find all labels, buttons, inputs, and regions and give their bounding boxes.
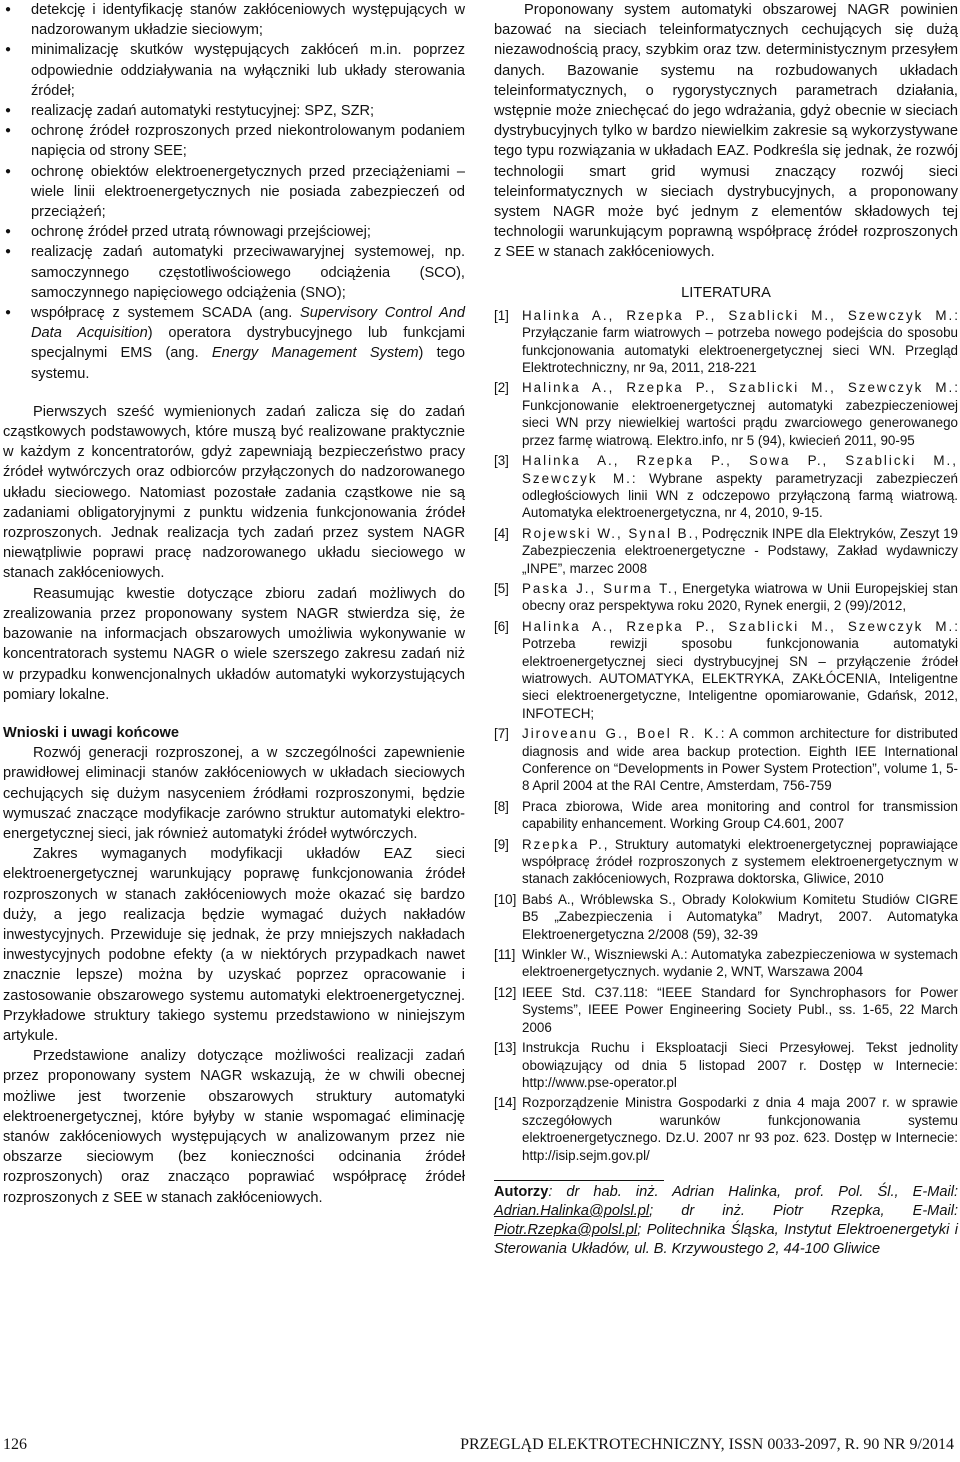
reference-item [494,452,958,522]
task-list [3,0,465,384]
section-heading: Wnioski i uwagi końcowe [3,724,179,741]
paragraph: Rozwój generacji rozproszonej, a w szczególności zapewnienie prawidłowej eliminacji stanów zakłóceniowych w układach sieciowych cechujących się dużym nasyceniem źródłami rozproszonymi, będzie wymuszać znaczące modyfikacje zarówno struktur automatyki elektro-energetycznej sieci, jak również automatyki źródeł wytwórczych. [3,745,465,842]
reference-item [494,580,958,615]
reference-text: , Energetyka wiatrowa w Unii Europejskiej stan obecny oraz perspektywa roku 2020, Rynek energii, 2 (99)/2012, [522,580,958,614]
reference-body [522,379,958,449]
email-link[interactable]: Adrian.Halinka@polsl.pl [494,1202,650,1219]
authors-rule [494,1180,664,1181]
reference-body [522,618,958,722]
reference-item [494,891,958,943]
list-item: ● ochronę źródeł rozproszonych przed niekontrolowanym podaniem napięcia od strony SEE; [3,121,465,161]
reference-body [522,580,958,615]
reference-body [522,984,958,1036]
reference-item [494,725,958,795]
reference-number: [6] [494,618,509,634]
reference-item [494,379,958,449]
text-run: ) operatora dystrybucyjnego lub funkcjami specjalnymi EMS (ang. [31,325,466,362]
reference-number: [13] [494,1040,517,1056]
reference-authors: Jiroveanu G., Boel R. K. [522,726,721,742]
text-run-italic: ; dr inż. Piotr Rzepka, E-Mail: [649,1202,958,1219]
references-heading: LITERATURA [681,284,771,301]
references-list [494,307,958,1164]
reference-authors: Halinka A., Rzepka P., Szablicki M., Szewczyk M. [522,307,955,323]
reference-item [494,798,958,833]
reference-body [522,1094,958,1164]
left-column [3,0,465,1208]
reference-authors: Rojewski W., Synal B. [522,525,695,541]
reference-number: [11] [494,947,516,963]
reference-number: [7] [494,726,509,742]
reference-number: [1] [494,307,509,323]
paragraph: Przedstawione analizy dotyczące możliwości realizacji zadań przez proponowany system NAGR wskazują, że w chwili obecnej możliwe jest tworzenie obszarowych struktury automatyki elektroenergetycznej, które byłyby w stanie wspomagać eliminację stanów zakłóceniowych występujących w analizowanym przez nie obszarze sieciowym (bez konieczności odcinania źródeł rozproszonych) oraz znacząco poprawiać współpracę źródeł rozproszonych z SEE w stanach zakłóceniowych. [3,1048,465,1206]
reference-number: [14] [494,1095,517,1111]
reference-text: : Funkcjonowanie elektroenergetycznej automatyki zabezpieczeniowej sieci WN przy niewielkiej wartości prądu zwarciowego generowanego przez farmę wiatrową. Elektro.info, nr 5 (94), kwiecień 2011, 90-95 [522,380,958,448]
list-item: ● ochronę obiektów elektroenergetycznych przed przeciążeniami – wiele linii elektroenergetycznych nie posiada zabezpieczeń od przeciążeń; [3,162,465,223]
list-item: ● realizację zadań automatyki przeciwawaryjnej systemowej, np. samoczynnego częstotliwościowego odciążenia (SCO), samoczynnego napięciowego odciążenia (SNO); [3,242,465,303]
list-item [3,303,465,384]
reference-body [522,798,958,833]
reference-text: : Przyłączanie farm wiatrowych – potrzeba nowego podejścia do sposobu funkcjonowania automatyki elektroenergetycznej sieci WN. Przegląd Elektrotechniczny, nr 9a, 2011, 218-221 [522,307,958,376]
reference-body [522,307,958,377]
paragraph: Pierwszych sześć wymienionych zadań zalicza się do zadań cząstkowych podstawowych, które muszą być realizowane praktycznie w każdym z koncentratorów, gdyż zapewniają bezpieczeństwo pracy źródeł wytwórczych oraz odbiorców przyłączonych do nadzorowanego układu sieciowego. Natomiast pozostałe zadania cząstkowe nie są zadaniami obligatoryjnymi z punktu widzenia funkcjonowania źródeł rozproszonych. Jednak realizacja tych zadań przez system NAGR niewątpliwie poprawi pracę nadzorowanego układu sieciowego w stanach zakłóceniowych. [3,403,465,582]
reference-text: : A common architecture for distributed diagnosis and wide area backup protection. Eighth IEE International Conference on “Developments in Power System Protection”, volume 1, 5-8 April 2004 at the RAI Centre, Amsterdam, 756-759 [522,726,958,794]
reference-text: Instrukcja Ruchu i Eksploatacji Sieci Przesyłowej. Tekst jednolity obowiązujący od dnia 5 listopad 2007 r. Dostęp w Internecie: http://www.pse-operator.pl [522,1040,958,1090]
reference-authors: Halinka A., Rzepka P., Sowa P., Szablicki M., Szewczyk M. [522,453,958,486]
reference-body [522,525,958,577]
reference-text: : Wybrane aspekty parametryzacji zabezpieczeń odległościowych linii WN z odczepowo przyłączoną farmą wiatrową. Automatyka elektroenergetyczna, nr 4, 2010, 9-15. [522,470,959,521]
reference-text: Praca zbiorowa, Wide area monitoring and control for transmission capability enhancement. Working Group C4.601, 2007 [522,798,958,832]
reference-number: [12] [494,984,517,1000]
reference-item [494,1039,958,1091]
reference-item [494,618,958,722]
reference-number: [2] [494,380,509,396]
reference-number: [9] [494,836,509,852]
paragraph: Zakres wymaganych modyfikacji układów EAZ sieci elektroenergetycznej warunkujący poprawę funkcjonowania źródeł rozproszonych w stanach zakłóceniowych może okazać się bardzo duży, a jego realizacja będzie wymagać dużych nakładów inwestycyjnych. Przewiduje się jednak, że przy mniejszych nakładach inwestycyjnych podobne efekty (a w niektórych przypadkach nawet znacznie lepsze) można by uzyskać poprzez opracowanie i zastosowanie obszarowego systemu automatyki elektroenergetycznej. Przykładowe struktury takiego systemu przedstawiono w niniejszym artykule. [3,846,465,1044]
page-number: 126 [3,1436,27,1453]
reference-text: Winkler W., Wiszniewski A.: Automatyka zabezpieczeniowa w systemach elektroenergetycznych. wydanie 2, WNT, Warszawa 2004 [522,947,958,980]
reference-text: , Podręcznik INPE dla Elektryków, Zeszyt 19 Zabezpieczenia elektroenergetyczne - Podstawy, Zakład wydawniczy „INPE”, marzec 2008 [522,525,959,576]
text-run-italic: Supervisory Control And Data Acquisition [31,305,465,342]
authors-label: Autorzy [494,1183,549,1200]
list-item: ● minimalizację skutków występujących zakłóceń m.in. poprzez odpowiednie oddziaływania na wyłączniki lub układy sterowania źródeł; [3,40,465,101]
journal-footer: PRZEGLĄD ELEKTROTECHNICZNY, ISSN 0033-2097, R. 90 NR 9/2014 [460,1436,954,1453]
reference-item [494,1094,958,1164]
reference-number: [5] [494,580,509,596]
text-run: ) tego systemu. [31,345,466,382]
reference-authors: Halinka A., Rzepka P., Szablicki M., Szewczyk M. [522,380,955,396]
reference-text: : Potrzeba rewizji sposobu funkcjonowania automatyki elektroenergetycznej sieci dystrybucyjnej SN – przyłączenie źródeł wiatrowych. AUTOMATYKA, ELEKTRYKA, ZAKŁÓCENIA, Inteligentne sieci elektroenergetyczne, Inteligentne opomiarowanie, Gdańsk, 2012, INFOTECH; [522,618,958,721]
reference-text: , Struktury automatyki elektroenergetycznej poprawiające współpracę źródeł rozproszonych z systemem elektroenergetycznym w stanach zakłóceniowych, Rozprawa doktorska, Gliwice, 2010 [522,836,958,887]
reference-item [494,836,958,888]
reference-body [522,946,958,981]
paragraph: Reasumując kwestie dotyczące zbioru zadań możliwych do zrealizowania przez proponowany system NAGR stwierdza się, że bazowanie na informacjach obszarowych umożliwia wykonywanie w koncentratorach systemu NAGR o wiele szerszego zakresu zadań niż w przypadku konwencjonalnych układów automatyki wykorzystujących pomiary lokalne. [3,585,465,703]
reference-number: [3] [494,453,509,469]
reference-item [494,525,958,577]
list-item: ● ochronę źródeł przed utratą równowagi przejściowej; [3,222,465,242]
reference-text: Babś A., Wróblewska S., Obrady Kolokwium Komitetu Studiów CIGRE B5 „Zabezpieczenia i Automatyka” Madryt, 2007. Automatyka Elektroenergetyczna 2/2008 (59), 32-39 [522,891,958,942]
reference-number: [8] [494,798,509,814]
reference-body [522,836,958,888]
right-column [494,0,958,1259]
reference-authors: Rzepka P. [522,836,604,852]
authors-block [494,1183,958,1259]
reference-item [494,946,958,981]
reference-number: [10] [494,891,517,907]
reference-text: Rozporządzenie Ministra Gospodarki z dnia 4 maja 2007 r. w sprawie szczegółowych warunków funkcjonowania systemu elektroenergetycznego. Dz.U. 2007 nr 93 poz. 623. Dostęp w Internecie: http://isip.sejm.gov.pl/ [522,1095,958,1163]
text-run: współpracę z systemem SCADA (ang. [31,305,300,322]
list-item: ● realizację zadań automatyki restytucyjnej: SPZ, SZR; [3,101,465,121]
reference-item [494,307,958,377]
text-run-italic: : dr hab. inż. Adrian Halinka, prof. Pol. Śl., E-Mail: [548,1183,958,1200]
reference-body [522,452,958,522]
reference-body [522,891,958,943]
reference-authors: Paska J., Surma T. [522,580,674,596]
email-link[interactable]: Piotr.Rzepka@polsl.pl [494,1221,638,1238]
reference-body [522,1039,958,1091]
reference-authors: Halinka A., Rzepka P., Szablicki M., Szewczyk M. [522,618,955,634]
reference-text: IEEE Std. C37.118: “IEEE Standard for Synchrophasors for Power Systems”, IEEE Power Engineering Society Publ., ss. 1-65, 22 March 2006 [522,984,958,1035]
paragraph: Proponowany system automatyki obszarowej NAGR powinien bazować na sieciach teleinformatycznych cechujących się dużą niezawodnością pracy, szybkim oraz tzw. deterministycznym przesyłem danych. Bazowanie systemu na rozbudowanych układach teleinformatycznych, o rygorystycznych parametrach działania, wstępnie może zniechęcać do jego wdrażania, gdyż obecnie w sieciach dystrybucyjnych tylko w bardzo niewielkim zakresie są wykorzystywane tego typu rozwiązania w układach EAZ. Podkreśla się jednak, że rozwój technologii smart grid wymusi znaczący rozwój sieci teleinformatycznych w sieciach dystrybucyjnych, a proponowany system NAGR może być jednym z elementów składowych tej technologii warunkującym poprawną współpracę źródeł rozproszonych z SEE w stanach zakłóceniowych. [494,2,958,261]
reference-number: [4] [494,525,509,541]
text-run-italic: ; Politechnika Śląska, Instytut Elektroenergetyki i Sterowania Układów, ul. B. Krzywoustego 2, 44-100 Gliwice [494,1221,958,1257]
reference-body [522,725,958,795]
reference-item [494,984,958,1036]
list-item: ● detekcję i identyfikację stanów zakłóceniowych występujących w nadzorowanym układzie sieciowym; [3,0,465,40]
text-run-italic: Energy Management System [211,345,419,362]
